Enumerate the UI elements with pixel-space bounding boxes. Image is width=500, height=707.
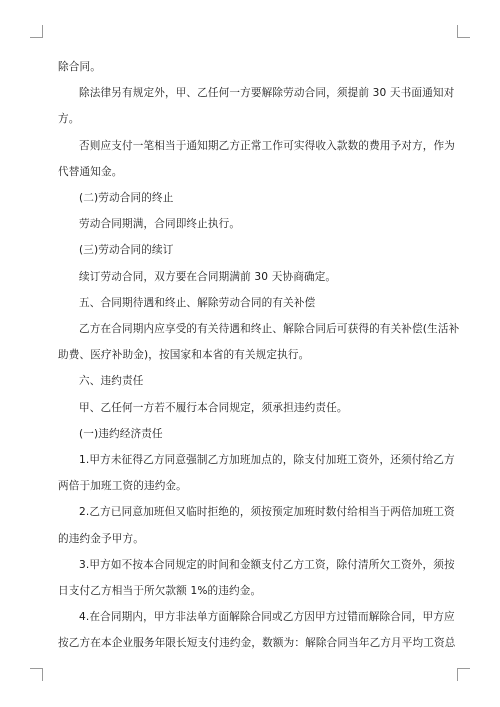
paragraph-line: 乙方在合同期内应享受的有关待遇和终止、解除合同后可获得的有关补偿(生活补: [79, 323, 460, 335]
paragraph-line: 除法律另有规定外，甲、乙任何一方要解除劳动合同，须提前 30 天书面通知对: [79, 87, 455, 100]
paragraph-line: 4.在合同期内，甲方非法单方面解除合同或乙方因甲方过错而解除合同，甲方应: [79, 611, 455, 624]
paragraph-line: 甲、乙任何一方若不履行本合同规定，须承担违约责任。: [79, 401, 348, 414]
section-heading: (一)违约经济责任: [79, 427, 163, 440]
crop-mark-bottom-right: [457, 668, 470, 681]
paragraph-line: 3.甲方如不按本合同规定的时间和金额支付乙方工资，除付清所欠工资外，须按: [79, 558, 455, 571]
paragraph-line: 代替通知金。: [58, 165, 123, 178]
crop-mark-bottom-left: [30, 668, 43, 681]
crop-mark-top-right: [457, 25, 470, 38]
paragraph-line: 按乙方在本企业服务年限长短支付违约金，数额为：解除合同当年乙方月平均工资总: [58, 637, 456, 650]
paragraph-line: 否则应支付一笔相当于通知期乙方正常工作可实得收入款数的费用予对方，作为: [79, 139, 456, 152]
paragraph-line: 劳动合同期满，合同即终止执行。: [79, 218, 241, 231]
crop-mark-top-left: [30, 25, 43, 38]
paragraph-line: 1.甲方未征得乙方同意强制乙方加班加点的，除支付加班工资外，还须付给乙方: [79, 454, 455, 466]
section-heading: 六、违约责任: [79, 375, 144, 388]
section-heading: 五、合同期待遇和终止、解除劳动合同的有关补偿: [79, 296, 316, 309]
paragraph-line: 方。: [58, 113, 80, 126]
paragraph-line: 除合同。: [58, 61, 101, 73]
paragraph-line: 日支付乙方相当于所欠款额 1%的违约金。: [58, 585, 262, 597]
paragraph-line: 2.乙方已同意加班但又临时拒绝的，须按预定加班时数付给相当于两倍加班工资: [79, 506, 455, 519]
section-heading: (二)劳动合同的终止: [79, 192, 174, 204]
paragraph-line: 两倍于加班工资的违约金。: [58, 480, 187, 493]
paragraph-line: 续订劳动合同，双方要在合同期满前 30 天协商确定。: [79, 270, 337, 283]
paragraph-line: 的违约金予甲方。: [58, 532, 144, 545]
section-heading: (三)劳动合同的续订: [79, 244, 174, 257]
paragraph-line: 助费、医疗补助金)，按国家和本省的有关规定执行。: [58, 349, 310, 362]
